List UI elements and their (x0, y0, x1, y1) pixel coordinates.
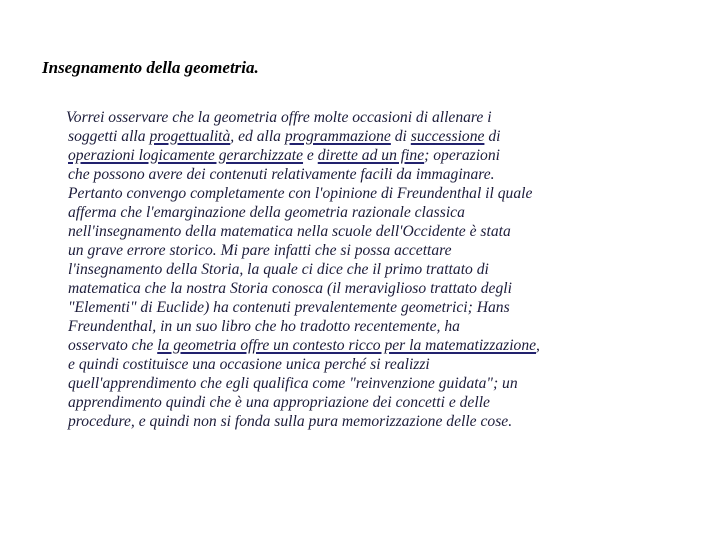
body-paragraph (68, 108, 688, 431)
line-text: quell'apprendimento che egli qualifica come "reinvenzione guidata"; un (68, 375, 518, 392)
line-text: osservato che (68, 337, 158, 354)
underlined-phrase-matematizzazione: la geometria offre un contesto ricco per la matematizzazione (157, 337, 537, 354)
underlined-term-operazioni: operazioni logicamente gerarchizzate (68, 147, 304, 164)
paragraph-line (68, 260, 688, 279)
line-text: , (536, 337, 540, 354)
line-text: ; operazioni (424, 147, 500, 164)
paragraph-line (68, 203, 688, 222)
paragraph-line (68, 412, 688, 431)
paragraph-line (66, 108, 688, 127)
line-text: Vorrei osservare che la geometria offre molte occasioni di allenare i (66, 109, 492, 126)
line-text: Pertanto convengo completamente con l'opinione di Freundenthal il quale (68, 185, 533, 202)
paragraph-line (68, 165, 688, 184)
line-text: Freundenthal, in un suo libro che ho tradotto recentemente, ha (68, 318, 460, 335)
paragraph-line (68, 127, 688, 146)
line-text: , ed alla (230, 128, 285, 145)
line-text: un grave errore storico. Mi pare infatti che si possa accettare (68, 242, 452, 259)
paragraph-line (68, 146, 688, 165)
line-text: e (303, 147, 318, 164)
paragraph-line (68, 184, 688, 203)
line-text: procedure, e quindi non si fonda sulla pura memorizzazione delle cose. (68, 413, 513, 430)
line-text: nell'insegnamento della matematica nella scuole dell'Occidente è stata (68, 223, 511, 240)
line-text: che possono avere dei contenuti relativamente facili da immaginare. (68, 166, 495, 183)
paragraph-line (68, 279, 688, 298)
line-text: soggetti alla (68, 128, 150, 145)
paragraph-line (68, 374, 688, 393)
underlined-term-progettualita: progettualità (149, 128, 231, 145)
line-text: di (484, 128, 501, 145)
underlined-term-programmazione: programmazione (284, 128, 391, 145)
slide-heading: Insegnamento della geometria. (42, 58, 259, 77)
paragraph-line (68, 222, 688, 241)
line-text: matematica che la nostra Storia conosca (il meraviglioso trattato degli (68, 280, 512, 297)
underlined-term-successione: successione (410, 128, 485, 145)
line-text: afferma che l'emarginazione della geometria razionale classica (68, 204, 465, 221)
line-text: apprendimento quindi che è una appropriazione dei concetti e delle (68, 394, 490, 411)
underlined-term-dirette: dirette ad un fine (317, 147, 425, 164)
line-text: l'insegnamento della Storia, la quale ci dice che il primo trattato di (68, 261, 489, 278)
paragraph-line (68, 336, 688, 355)
paragraph-line (68, 241, 688, 260)
paragraph-line (68, 317, 688, 336)
paragraph-line (68, 355, 688, 374)
line-text: "Elementi" di Euclide) ha contenuti prevalentemente geometrici; Hans (68, 299, 510, 316)
paragraph-line (68, 298, 688, 317)
paragraph-line (68, 393, 688, 412)
line-text: di (390, 128, 411, 145)
line-text: e quindi costituisce una occasione unica perché si realizzi (68, 356, 430, 373)
